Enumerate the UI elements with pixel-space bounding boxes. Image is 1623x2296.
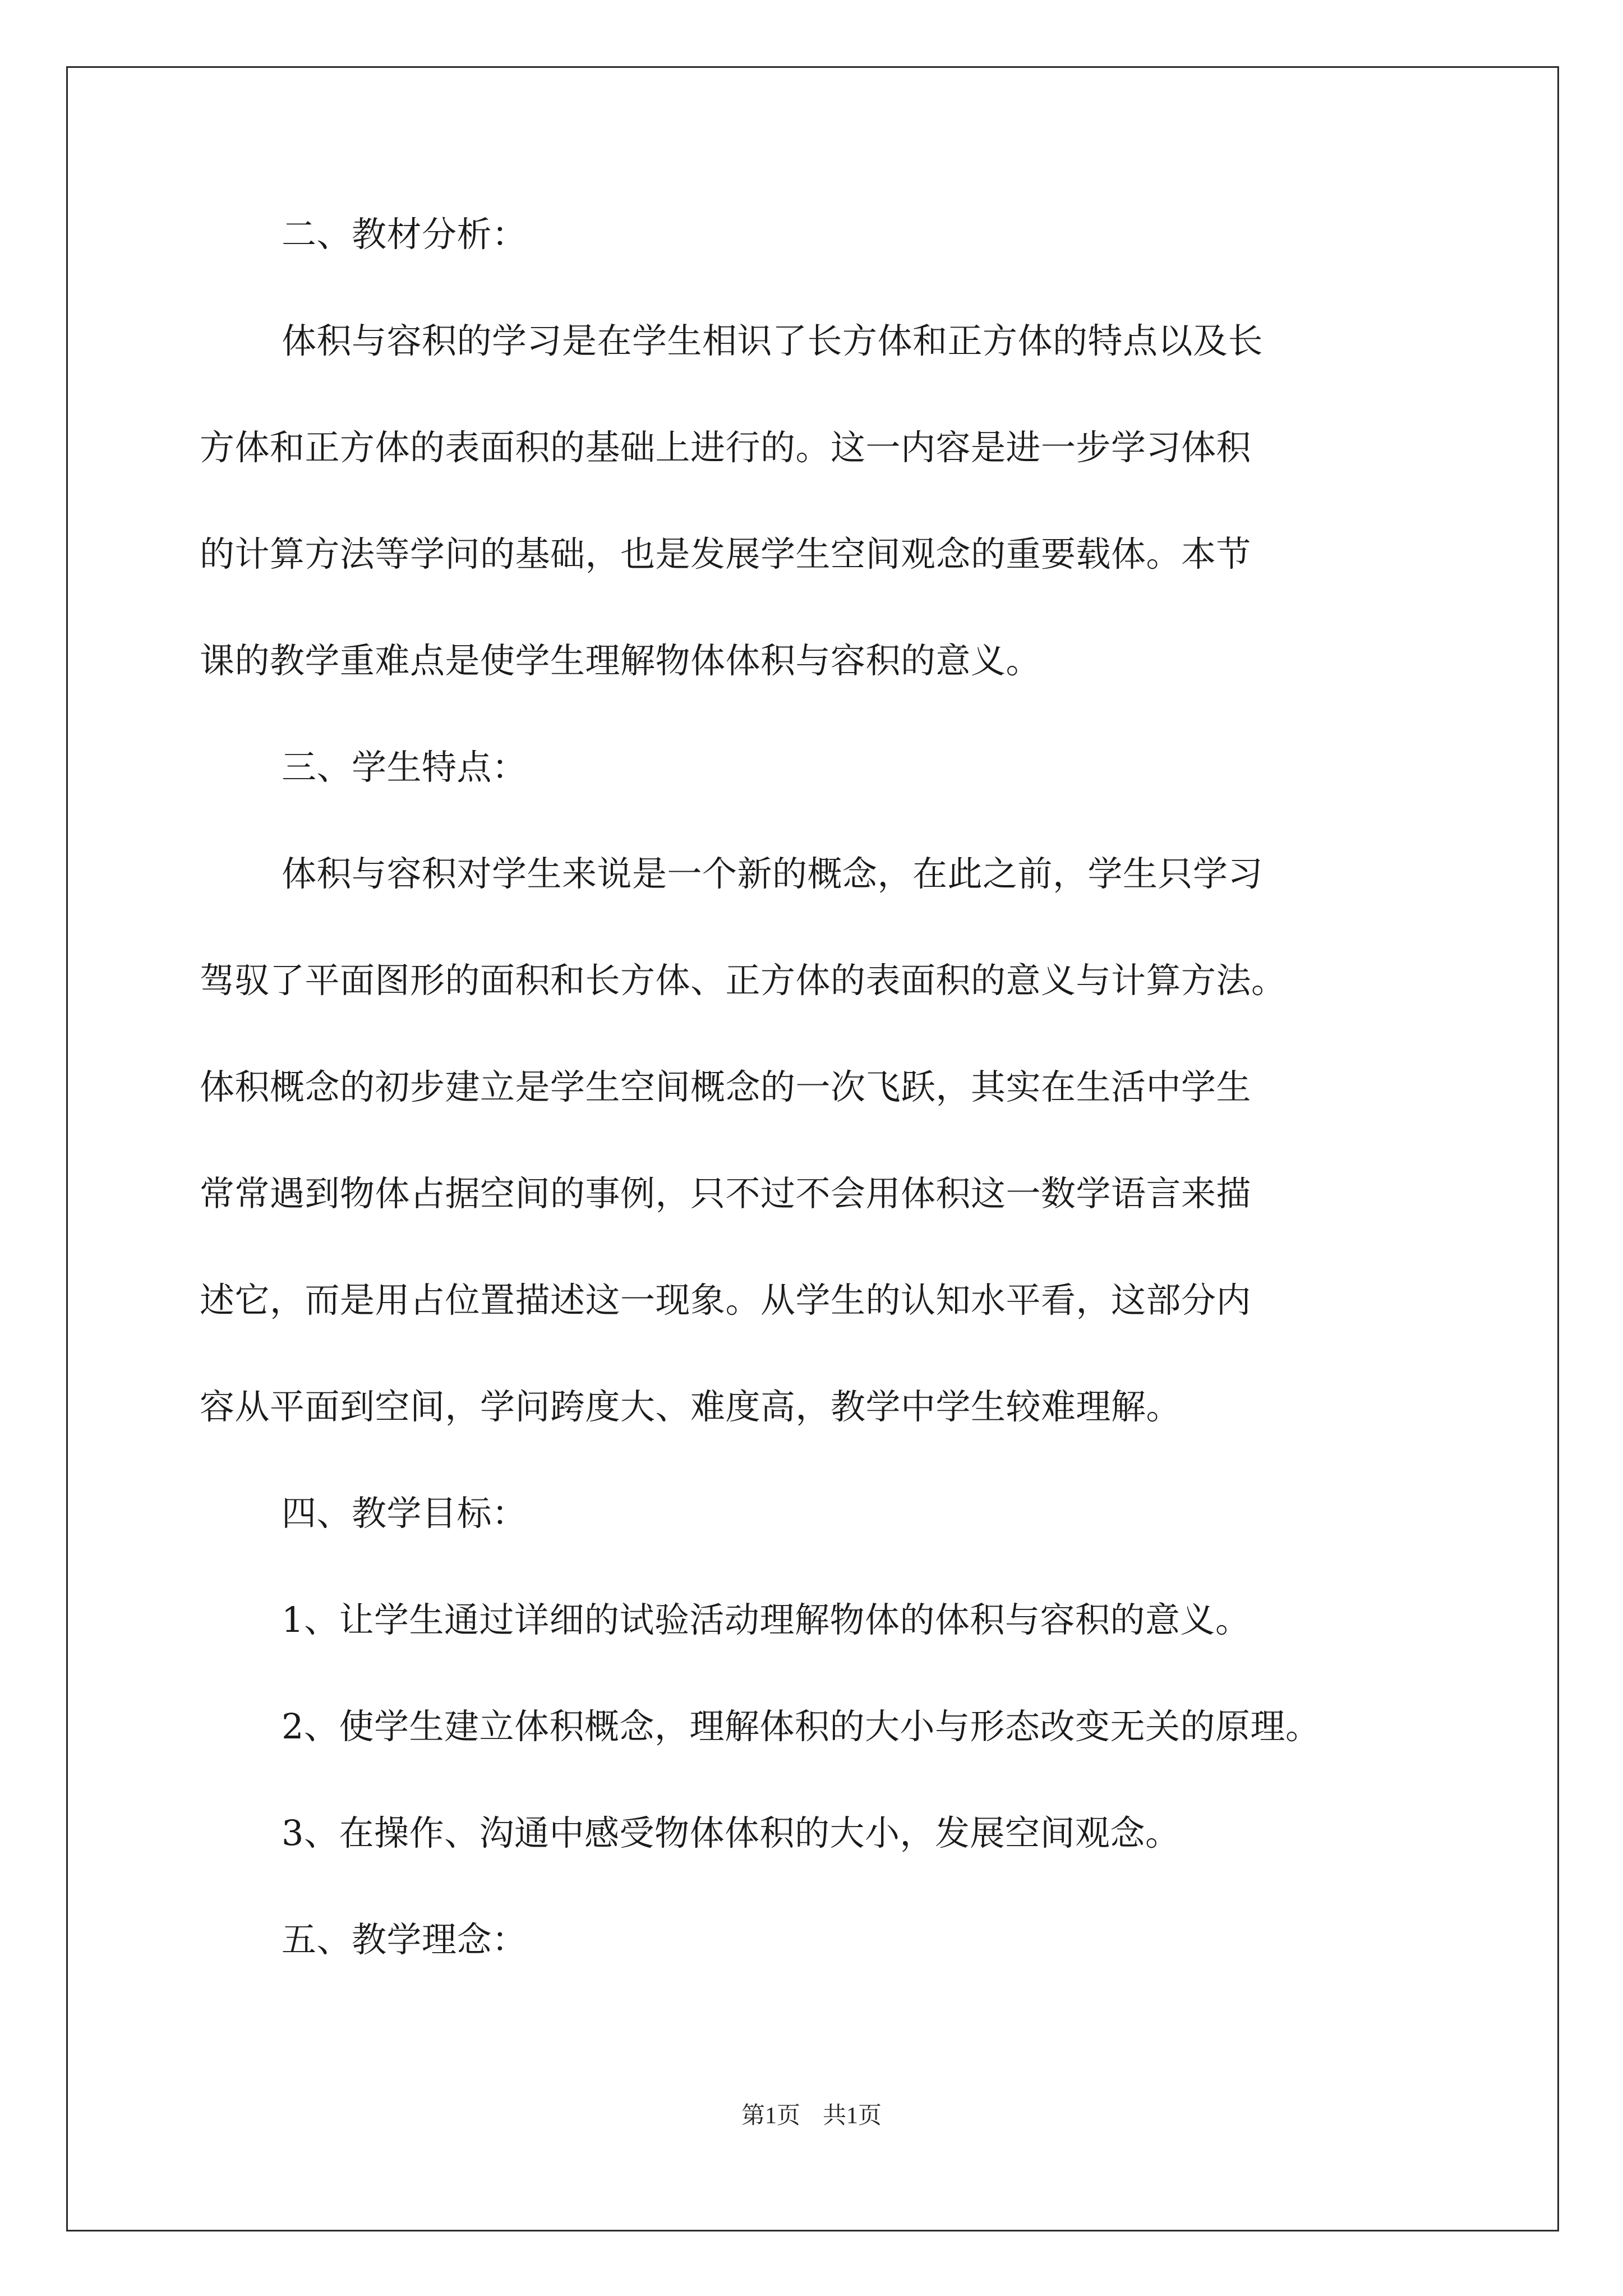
paragraph-line: 体积概念的初步建立是学生空间概念的一次飞跃，其实在生活中学生 [200,1066,1252,1107]
heading-student-characteristics: 三、学生特点： [282,747,527,788]
paragraph-line: 驾驭了平面图形的面积和长方体、正方体的表面积的意义与计算方法。 [200,960,1287,1001]
paragraph-line: 常常遇到物体占据空间的事例，只不过不会用体积这一数学语言来描 [200,1173,1252,1214]
goal-item: 2、使学生建立体积概念，理解体积的大小与形态改变无关的原理。 [282,1706,1321,1747]
paragraph-line: 体积与容积的学习是在学生相识了长方体和正方体的特点以及长 [282,320,1264,361]
paragraph-line: 容从平面到空间，学问跨度大、难度高，教学中学生较难理解。 [200,1386,1182,1427]
goal-item: 1、让学生通过详细的试验活动理解物体的体积与容积的意义。 [282,1599,1251,1640]
heading-teaching-philosophy: 五、教学理念： [282,1919,527,1960]
page-border [66,66,1559,2231]
heading-textbook-analysis: 二、教材分析： [282,214,527,255]
page-footer [0,2099,1623,2133]
heading-teaching-goals: 四、教学目标： [282,1493,527,1534]
page-number: 第1页 [741,2103,800,2129]
paragraph-line: 述它，而是用占位置描述这一现象。从学生的认知水平看，这部分内 [200,1280,1252,1320]
paragraph-line: 课的教学重难点是使学生理解物体体积与容积的意义。 [200,640,1041,681]
page-total: 共1页 [823,2103,882,2129]
goal-item: 3、在操作、沟通中感受物体体积的大小，发展空间观念。 [282,1812,1181,1853]
paragraph-line: 体积与容积对学生来说是一个新的概念，在此之前，学生只学习 [282,853,1264,894]
paragraph-line: 方体和正方体的表面积的基础上进行的。这一内容是进一步学习体积 [200,427,1252,468]
paragraph-line: 的计算方法等学问的基础，也是发展学生空间观念的重要载体。本节 [200,533,1252,574]
